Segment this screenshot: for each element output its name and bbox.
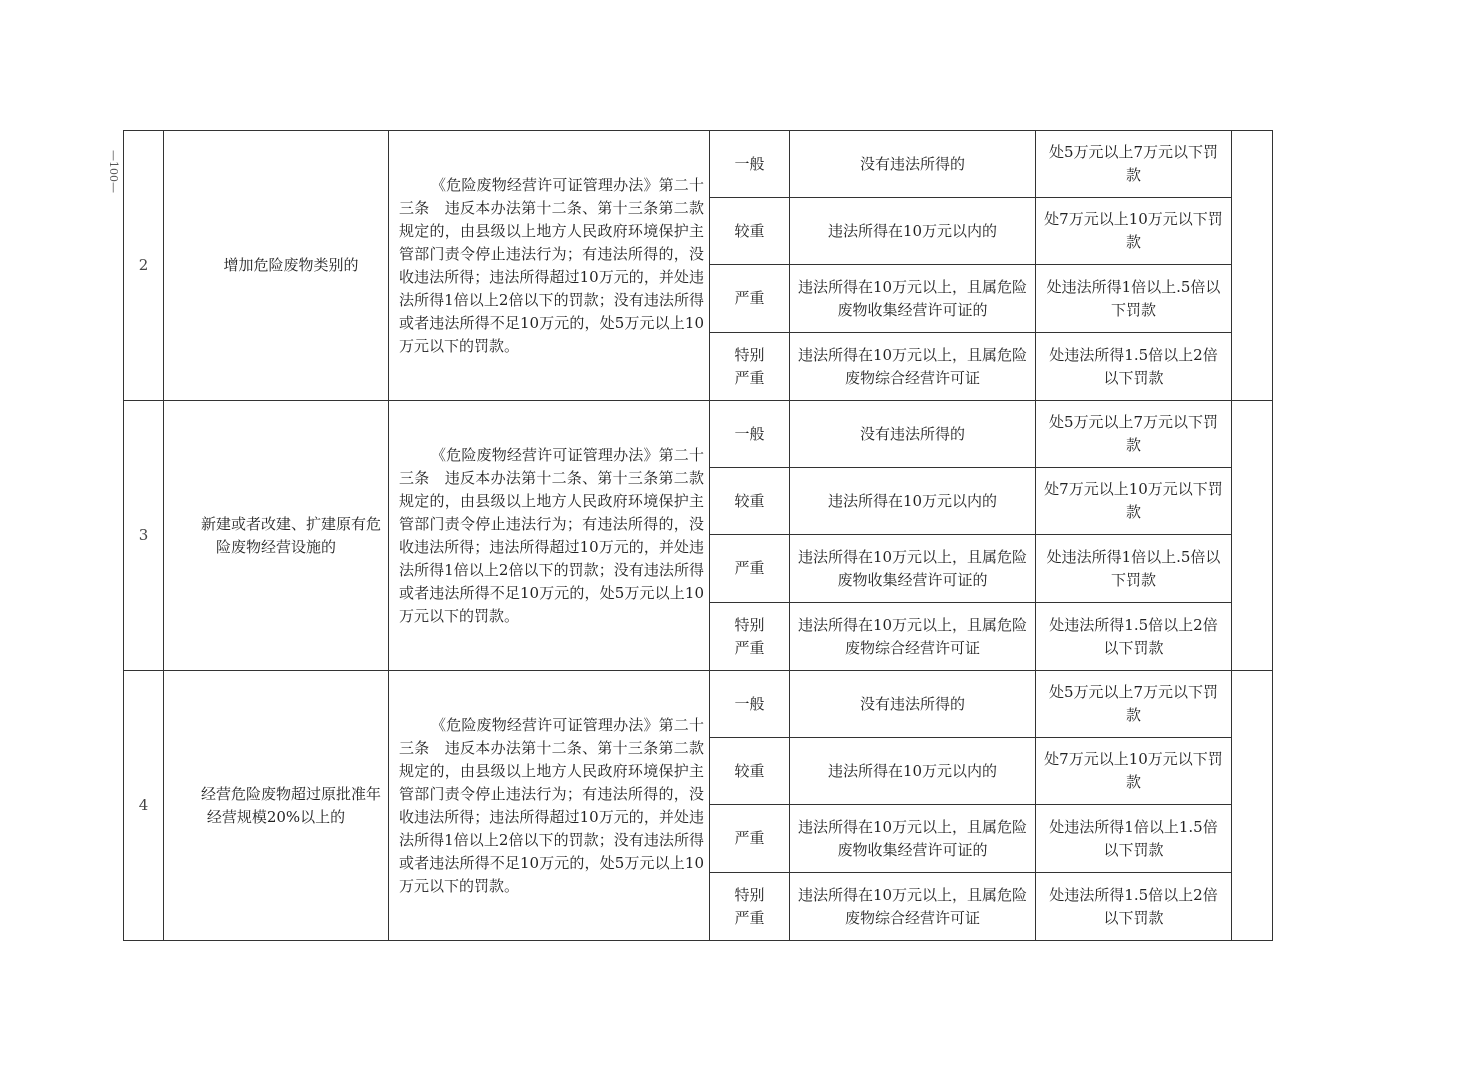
entry-number: 4 <box>124 671 164 941</box>
severity-level: 较重 <box>710 468 790 535</box>
violation-condition: 违法所得在10万元以内的 <box>790 738 1036 805</box>
legal-basis: 《危险废物经营许可证管理办法》第二十三条 违反本办法第十二条、第十三条第二款规定的，由县级以上地方人民政府环境保护主管部门责令停止违法行为；有违法所得的，没收违法所得；违法所得超过10万元的，并处违法所得1倍以上2倍以下的罚款；没有违法所得或者违法所得不足10万元的，处5万元以上10万元以下的罚款。 <box>389 401 710 671</box>
severity-level: 特别严重 <box>710 873 790 941</box>
severity-level: 一般 <box>710 401 790 468</box>
violation-condition: 违法所得在10万元以上，且属危险废物收集经营许可证的 <box>790 535 1036 603</box>
penalty-standard: 处7万元以上10万元以下罚款 <box>1036 738 1232 805</box>
penalty-standard: 处5万元以上7万元以下罚款 <box>1036 671 1232 738</box>
table-row <box>124 401 1273 468</box>
penalty-standard: 处违法所得1.5倍以上2倍以下罚款 <box>1036 873 1232 941</box>
severity-level: 严重 <box>710 535 790 603</box>
severity-level: 特别严重 <box>710 603 790 671</box>
penalty-standard: 处违法所得1.5倍以上2倍以下罚款 <box>1036 333 1232 401</box>
violation-condition: 违法所得在10万元以上，且属危险废物综合经营许可证 <box>790 333 1036 401</box>
table-row <box>124 671 1273 738</box>
violation-item: 经营危险废物超过原批准年经营规模20%以上的 <box>164 671 389 941</box>
severity-level: 较重 <box>710 738 790 805</box>
penalty-standard: 处违法所得1倍以上1.5倍以下罚款 <box>1036 805 1232 873</box>
violation-condition: 违法所得在10万元以内的 <box>790 468 1036 535</box>
penalty-standard: 处5万元以上7万元以下罚款 <box>1036 401 1232 468</box>
severity-level: 较重 <box>710 198 790 265</box>
page-number: —100— <box>106 149 120 193</box>
violation-condition: 违法所得在10万元以上，且属危险废物收集经营许可证的 <box>790 265 1036 333</box>
severity-level: 一般 <box>710 131 790 198</box>
legal-basis: 《危险废物经营许可证管理办法》第二十三条 违反本办法第十二条、第十三条第二款规定的，由县级以上地方人民政府环境保护主管部门责令停止违法行为；有违法所得的，没收违法所得；违法所得超过10万元的，并处违法所得1倍以上2倍以下的罚款；没有违法所得或者违法所得不足10万元的，处5万元以上10万元以下的罚款。 <box>389 131 710 401</box>
severity-level: 一般 <box>710 671 790 738</box>
violation-condition: 违法所得在10万元以上，且属危险废物收集经营许可证的 <box>790 805 1036 873</box>
table-row <box>124 131 1273 198</box>
violation-item: 增加危险废物类别的 <box>164 131 389 401</box>
remarks-cell <box>1232 401 1273 671</box>
penalty-standard: 处违法所得1倍以上.5倍以下罚款 <box>1036 535 1232 603</box>
penalty-standard: 处7万元以上10万元以下罚款 <box>1036 198 1232 265</box>
penalty-standard: 处7万元以上10万元以下罚款 <box>1036 468 1232 535</box>
violation-condition: 没有违法所得的 <box>790 131 1036 198</box>
legal-basis: 《危险废物经营许可证管理办法》第二十三条 违反本办法第十二条、第十三条第二款规定的，由县级以上地方人民政府环境保护主管部门责令停止违法行为；有违法所得的，没收违法所得；违法所得超过10万元的，并处违法所得1倍以上2倍以下的罚款；没有违法所得或者违法所得不足10万元的，处5万元以上10万元以下的罚款。 <box>389 671 710 941</box>
penalty-standard: 处违法所得1倍以上.5倍以下罚款 <box>1036 265 1232 333</box>
violation-condition: 违法所得在10万元以上，且属危险废物综合经营许可证 <box>790 873 1036 941</box>
violation-condition: 没有违法所得的 <box>790 401 1036 468</box>
penalty-standard: 处违法所得1.5倍以上2倍以下罚款 <box>1036 603 1232 671</box>
violation-condition: 违法所得在10万元以内的 <box>790 198 1036 265</box>
entry-number: 2 <box>124 131 164 401</box>
severity-level: 严重 <box>710 265 790 333</box>
violation-condition: 违法所得在10万元以上，且属危险废物综合经营许可证 <box>790 603 1036 671</box>
severity-level: 特别严重 <box>710 333 790 401</box>
penalty-standard: 处5万元以上7万元以下罚款 <box>1036 131 1232 198</box>
severity-level: 严重 <box>710 805 790 873</box>
penalty-discretion-table <box>123 130 1273 941</box>
violation-item: 新建或者改建、扩建原有危险废物经营设施的 <box>164 401 389 671</box>
violation-condition: 没有违法所得的 <box>790 671 1036 738</box>
remarks-cell <box>1232 671 1273 941</box>
entry-number: 3 <box>124 401 164 671</box>
remarks-cell <box>1232 131 1273 401</box>
